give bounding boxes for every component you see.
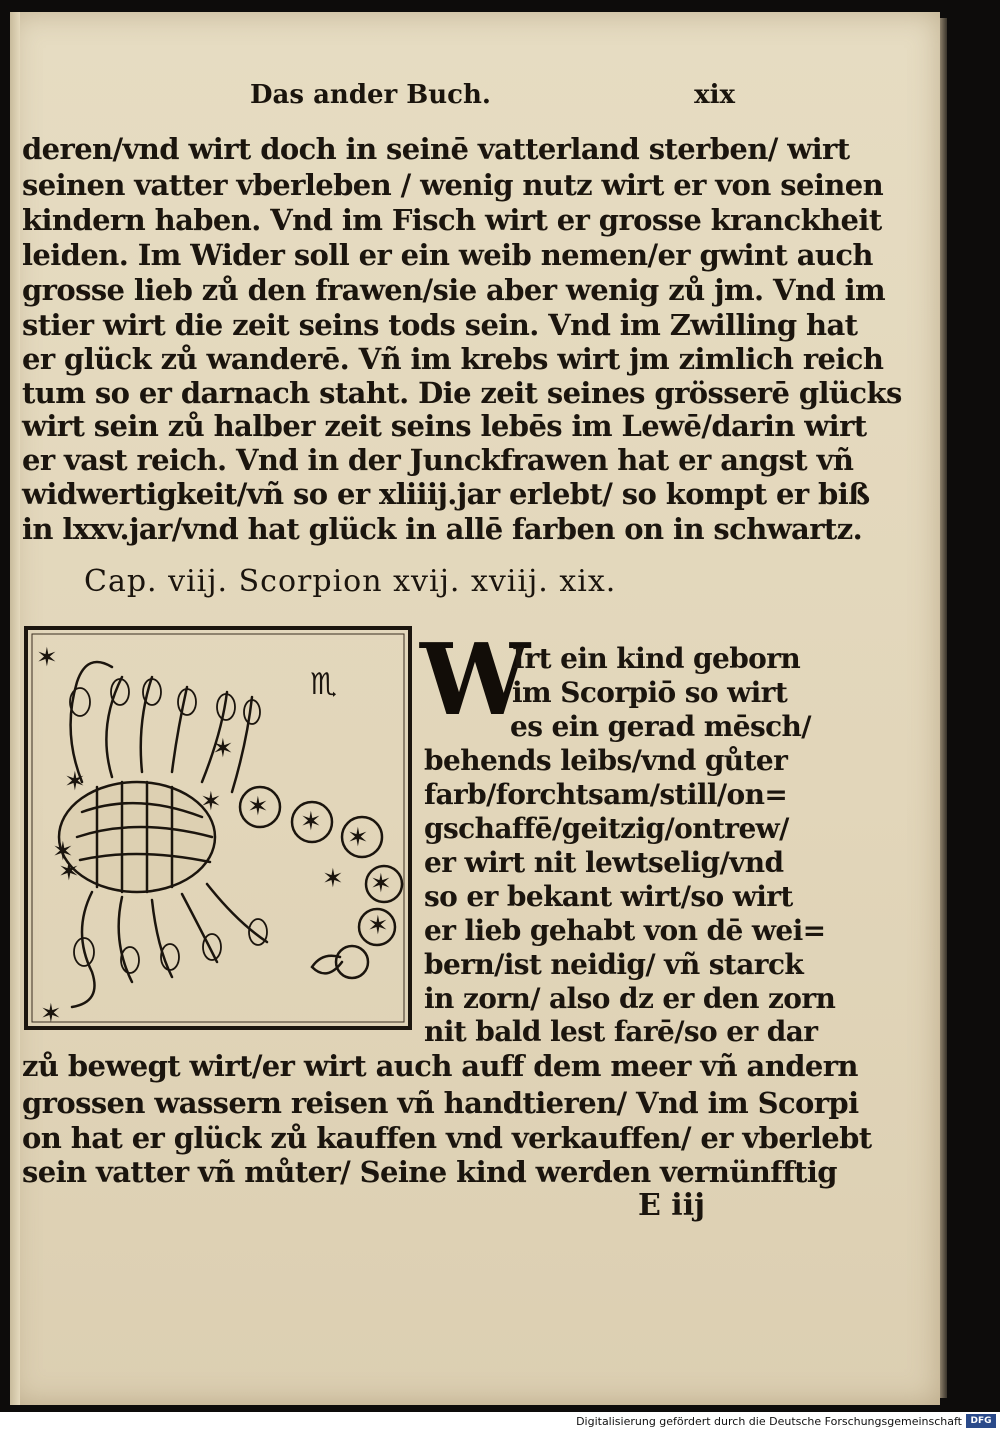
page-gutter bbox=[10, 12, 20, 1405]
text-line: widwertigkeit/vñ so er xliiij.jar erlebt/ so kompt er biß bbox=[22, 477, 870, 511]
star-icon: ✶ bbox=[64, 767, 86, 797]
star-icon: ✶ bbox=[52, 837, 74, 867]
footer bbox=[0, 1412, 1000, 1432]
text-line: grosse lieb zů den frawen/sie aber wenig zů jm. Vnd im bbox=[22, 273, 886, 307]
star-icon: ✶ bbox=[300, 807, 322, 837]
column-line: so er bekant wirt/so wirt bbox=[424, 880, 793, 913]
chapter-heading: Cap. viij. Scorpion xvij. xviij. xix. bbox=[84, 564, 617, 599]
text-line: wirt sein zů halber zeit seins lebēs im Lewē/darin wirt bbox=[22, 409, 867, 443]
column-line: nit bald lest farē/so er dar bbox=[424, 1015, 818, 1048]
star-icon: ✶ bbox=[200, 787, 222, 817]
star-icon: ✶ bbox=[347, 823, 369, 853]
column-line: im Scorpiō so wirt bbox=[512, 676, 788, 709]
star-icon: ✶ bbox=[36, 643, 58, 673]
text-line: grossen wassern reisen vñ handtieren/ Vnd im Scorpi bbox=[22, 1086, 859, 1120]
star-icon: ✶ bbox=[58, 857, 80, 887]
text-line: sein vatter vñ můter/ Seine kind werden vernünfftig bbox=[22, 1155, 837, 1189]
scorpio-sign-icon: ♏ bbox=[310, 667, 337, 702]
text-line: er glück zů wanderē. Vñ im krebs wirt jm zimlich reich bbox=[22, 342, 884, 376]
text-line: in lxxv.jar/vnd hat glück in allē farben on in schwartz. bbox=[22, 512, 863, 546]
column-line: es ein gerad mēsch/ bbox=[510, 710, 811, 743]
decorated-initial: W bbox=[420, 623, 531, 738]
text-line: er vast reich. Vnd in der Junckfrawen hat er angst vñ bbox=[22, 443, 854, 477]
star-icon: ✶ bbox=[367, 911, 389, 941]
footer-credit: Digitalisierung gefördert durch die Deutsche Forschungsgemeinschaft bbox=[576, 1415, 962, 1428]
star-icon: ✶ bbox=[212, 734, 234, 764]
dfg-logo[interactable]: DFG bbox=[966, 1414, 996, 1428]
star-icon: ✶ bbox=[40, 999, 62, 1029]
running-head bbox=[250, 80, 735, 110]
text-line: zů bewegt wirt/er wirt auch auff dem meer vñ andern bbox=[22, 1049, 858, 1083]
text-line: deren/vnd wirt doch in seinē vatterland sterben/ wirt bbox=[22, 132, 850, 166]
column-line: behends leibs/vnd gůter bbox=[424, 744, 788, 777]
text-line: seinen vatter vberleben / wenig nutz wirt er von seinen bbox=[22, 168, 884, 202]
text-line: stier wirt die zeit seins tods sein. Vnd im Zwilling hat bbox=[22, 308, 858, 342]
text-line: leiden. Im Wider soll er ein weib nemen/er gwint auch bbox=[22, 238, 873, 272]
column-line: Irt ein kind geborn bbox=[512, 642, 801, 675]
column-line: er lieb gehabt von dē wei= bbox=[424, 914, 826, 947]
column-line: bern/ist neidig/ vñ starck bbox=[424, 948, 804, 981]
star-icon: ✶ bbox=[247, 792, 269, 822]
folio-number: xix bbox=[694, 80, 735, 110]
text-line: kindern haben. Vnd im Fisch wirt er grosse kranckheit bbox=[22, 203, 882, 237]
scorpion-woodcut bbox=[22, 622, 414, 1034]
running-head-title: Das ander Buch. bbox=[250, 80, 491, 110]
text-line: tum so er darnach staht. Die zeit seines grösserē glücks bbox=[22, 376, 902, 410]
column-line: in zorn/ also dz er den zorn bbox=[424, 982, 836, 1015]
star-icon: ✶ bbox=[322, 864, 344, 894]
text-line: on hat er glück zů kauffen vnd verkauffen/ er vberlebt bbox=[22, 1121, 872, 1155]
star-icon: ✶ bbox=[370, 869, 392, 899]
column-line: gschaffē/geitzig/ontrew/ bbox=[424, 812, 789, 845]
column-line: farb/forchtsam/still/on= bbox=[424, 778, 788, 811]
page-edge bbox=[940, 18, 947, 1398]
column-line: er wirt nit lewtselig/vnd bbox=[424, 846, 784, 879]
signature-mark: E iij bbox=[638, 1188, 705, 1223]
